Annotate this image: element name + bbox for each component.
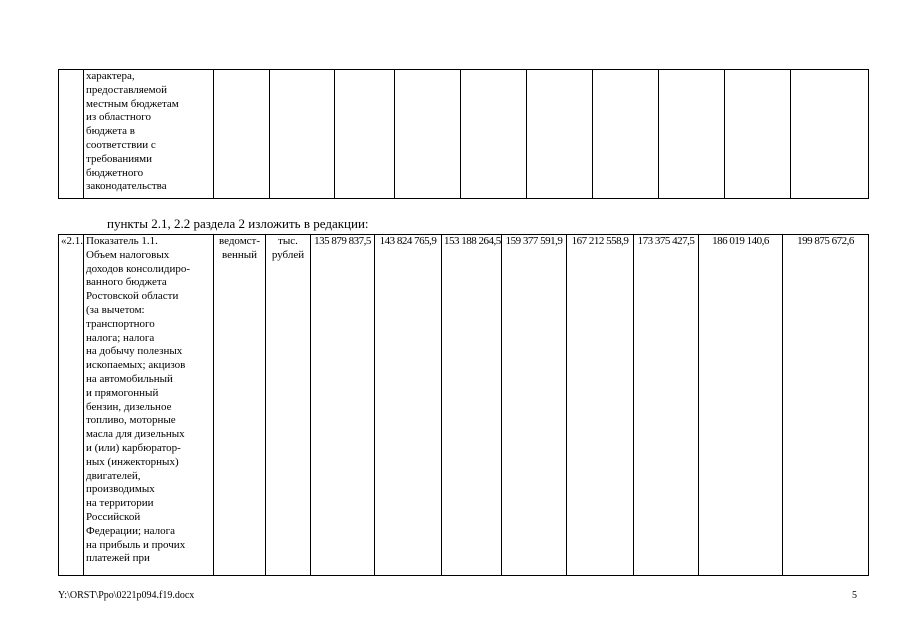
row-number: «2.1. [59, 235, 84, 576]
value-cell: 135 879 837,5 [311, 235, 375, 576]
cell-empty [59, 70, 84, 199]
value-cell: 199 875 672,6 [783, 235, 869, 576]
value-cell: 186 019 140,6 [699, 235, 783, 576]
unit-cell: тыс. рублей [266, 235, 311, 576]
cell-empty [270, 70, 335, 199]
cell-empty [461, 70, 527, 199]
page-number: 5 [852, 590, 857, 601]
value-cell: 173 375 427,5 [634, 235, 699, 576]
cell-empty [395, 70, 461, 199]
indicator-name: Показатель 1.1. Объем налоговых доходов консолидиро- ванного бюджета Ростовской области (за вычетом: транспортного налога; налога на добычу полезных ископаемых; акцизов на автомобильный и прямогонный бензин, дизельное топливо, моторные масла для дизельных и (или) карбюратор- ных (инжекторных) двигателей, производимых на территории Российской Федерации; налога на прибыль и прочих платежей при [84, 235, 214, 576]
cell-empty [335, 70, 395, 199]
cell-empty [593, 70, 659, 199]
table-row [59, 70, 869, 199]
value-cell: 143 824 765,9 [375, 235, 442, 576]
cell-empty [659, 70, 725, 199]
main-table [58, 234, 869, 576]
top-table [58, 69, 869, 199]
value-cell: 159 377 591,9 [502, 235, 567, 576]
cell-empty [791, 70, 869, 199]
instruction-text: пункты 2.1, 2.2 раздела 2 изложить в редакции: [107, 216, 369, 231]
table-row [59, 235, 869, 576]
row-description: характера, предоставляемой местным бюджетам из областного бюджета в соответствии с требованиями бюджетного законодательства [84, 70, 214, 199]
value-cell: 167 212 558,9 [567, 235, 634, 576]
cell-empty [725, 70, 791, 199]
value-cell: 153 188 264,5 [442, 235, 502, 576]
cell-empty [527, 70, 593, 199]
indicator-type: ведомст- венный [214, 235, 266, 576]
footer-file-path: Y:\ORST\Ppo\0221p094.f19.docx [58, 590, 195, 601]
cell-empty [214, 70, 270, 199]
